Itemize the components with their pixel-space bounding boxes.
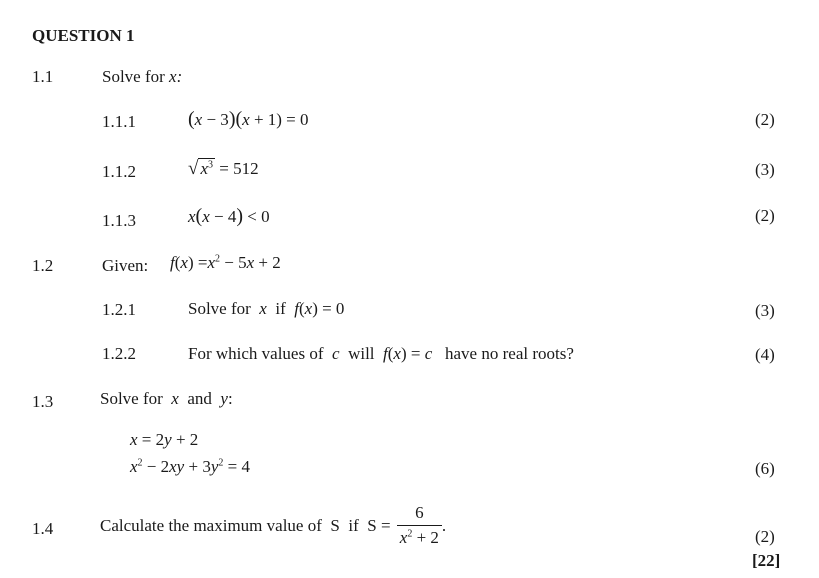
total-marks: [22] (752, 551, 781, 570)
text-no-real-roots: have no real roots? (445, 344, 574, 363)
question-number-1-1: 1.1 (32, 67, 54, 86)
equation-1-1-2: √ $x^3 = 512$ (188, 158, 259, 179)
text-for-which: For which values of (188, 344, 324, 363)
marks-1-1-1: (2) (755, 110, 775, 129)
equation-1-3-a: x = 2y + 2 (130, 430, 199, 449)
text-will: will (348, 344, 375, 363)
inequality-1-1-3: x(x − 4) < 0 (188, 205, 270, 227)
variable-x: x: (169, 67, 183, 86)
equation-1-3-b: $x^2 - 2xy + 3y^2 = 4$ (130, 457, 250, 476)
marks-1-1-3: (2) (755, 206, 775, 225)
question-text-1-2-1: Solve for x if f(x) = 0 (188, 299, 345, 318)
function-definition: $f(x) =x^2 - 5x + 2$ (170, 253, 281, 272)
marks-1-3: (6) (755, 459, 775, 478)
question-number-1-2-1: 1.2.1 (102, 300, 136, 319)
page-title: QUESTION 1 (32, 26, 135, 45)
question-number-1-1-1: 1.1.1 (102, 112, 136, 131)
marks-1-2-2: (4) (755, 345, 775, 364)
marks-1-1-2: (3) (755, 160, 775, 179)
marks-1-4: (2) (755, 527, 775, 546)
text-if: if (275, 299, 286, 318)
question-text-1-4: Calculate the maximum value of S if S = $\frac{6}{x^2 + 2}$ . (100, 503, 447, 547)
question-number-1-4: 1.4 (32, 519, 54, 538)
question-number-1-2-2: 1.2.2 (102, 344, 136, 363)
prompt-text: Solve for (102, 67, 165, 86)
question-number-1-2: 1.2 (32, 256, 54, 275)
text-solve-for: Solve for (188, 299, 251, 318)
question-number-1-3: 1.3 (32, 392, 54, 411)
given-label: Given: (102, 256, 149, 275)
question-number-1-1-3: 1.1.3 (102, 211, 136, 230)
text-if-1-4: if (348, 515, 359, 535)
square-root: √ $x^3$ (188, 158, 213, 179)
text-and: and (187, 389, 212, 408)
question-text-1-2-2: For which values of c will f(x) = c have no real roots? (188, 344, 574, 363)
fraction: $\frac{6}{x^2 + 2}$ (397, 503, 442, 548)
text-calculate: Calculate the maximum value of (100, 515, 322, 535)
question-prompt-1-1 (102, 67, 182, 87)
text-solve-for-1-3: Solve for (100, 389, 163, 408)
marks-1-2-1: (3) (755, 301, 775, 320)
question-number-1-1-2: 1.1.2 (102, 162, 136, 181)
equation-1-1-1: (x − 3)(x + 1) = 0 (188, 108, 309, 130)
question-prompt-1-3: Solve for x and y: (100, 389, 233, 408)
